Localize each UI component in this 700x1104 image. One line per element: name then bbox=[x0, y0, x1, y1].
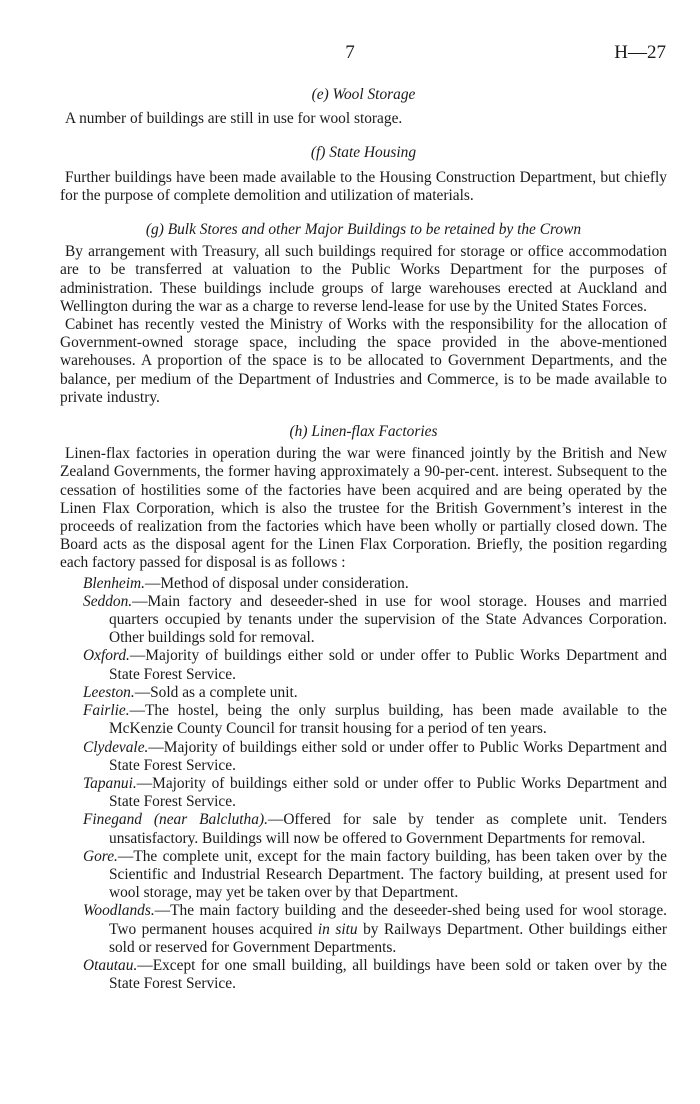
paragraph-state-housing: Further buildings have been made available to the Housing Construction Department, but chiefly for the purpose of complete demolition and utilization of materials. bbox=[60, 168, 667, 204]
document-body bbox=[60, 86, 667, 993]
factory-status-italic: in situ bbox=[317, 920, 358, 938]
paragraph-bulk-stores-2: Cabinet has recently vested the Ministry of Works with the responsibility for the allocation of Government-owned storage space, including the space provided in the above-mentioned warehouses. A proportion of the space is to be allocated to Government Departments, and the balance, per medium of the Department of Industries and Commerce, is to be made available to private industry. bbox=[60, 316, 667, 406]
factory-name: Leeston. bbox=[83, 683, 135, 701]
factory-item-finegand bbox=[60, 811, 667, 847]
heading-wool-storage: (e) Wool Storage bbox=[311, 86, 416, 103]
heading-bulk-stores: (g) Bulk Stores and other Major Buildings to be retained by the Crown bbox=[145, 221, 582, 239]
factory-status: —Majority of buildings either sold or under offer to Public Works Department and State Forest Service. bbox=[109, 738, 667, 774]
factory-name: Otautau. bbox=[83, 956, 138, 974]
factory-status: —Majority of buildings either sold or under offer to Public Works Department and State Forest Service. bbox=[109, 647, 667, 683]
factory-item-blenheim bbox=[60, 575, 667, 593]
factory-name: Blenheim. bbox=[83, 574, 145, 592]
heading-state-housing: (f) State Housing bbox=[310, 144, 417, 162]
factory-item-leeston bbox=[60, 684, 667, 702]
factory-item-otautau bbox=[60, 957, 667, 993]
factory-name: Fairlie. bbox=[83, 702, 130, 720]
factory-name: Oxford. bbox=[83, 647, 130, 665]
factory-name: Clydevale. bbox=[83, 738, 149, 756]
factory-status: —The complete unit, except for the main factory building, has been taken over by the Scientific and Industrial Research Department. The factory building, at present used for wool storage, may yet be taken over by that Department. bbox=[109, 847, 667, 902]
factory-status: —Except for one small building, all buildings have been sold or taken over by the State Forest Service. bbox=[109, 956, 667, 993]
factory-item-fairlie bbox=[60, 702, 667, 738]
factory-item-oxford bbox=[60, 647, 667, 683]
factory-name: Seddon. bbox=[83, 592, 133, 610]
document-reference: H—27 bbox=[614, 42, 666, 63]
factory-name: Finegand (near Balclutha). bbox=[83, 811, 268, 829]
paragraph-linen-flax-intro: Linen-flax factories in operation during the war were financed jointly by the British and New Zealand Governments, the former having approximately a 90-per-cent. interest. Subsequent to the cessation of hostilities some of the factories have been acquired and are being operated by the Linen Flax Corporation, which is also the trustee for the British Government’s interest in the proceeds of realization from the factories which have been wholly or partially closed down. The Board acts as the disposal agent for the Linen Flax Corporation. Briefly, the position regarding each factory passed for disposal is as follows : bbox=[60, 445, 667, 572]
factory-name: Woodlands. bbox=[83, 902, 155, 920]
factory-status: —Sold as a complete unit. bbox=[134, 683, 298, 701]
factory-item-tapanui bbox=[60, 775, 667, 811]
factory-status-part-1: —The main factory building and the deseeder-shed being used for wool storage. Two permanent houses acquired bbox=[109, 902, 667, 938]
factory-status-part-2: by Railways Department. Other buildings either sold or reserved for Government Departments. bbox=[109, 920, 668, 956]
factory-item-woodlands bbox=[60, 902, 667, 957]
factory-name: Tapanui. bbox=[83, 774, 137, 792]
factory-name: Gore. bbox=[83, 847, 118, 865]
heading-linen-flax: (h) Linen-flax Factories bbox=[289, 423, 438, 441]
factory-status: —Offered for sale by tender as complete unit. Tenders unsatisfactory. Buildings will now be offered to Government Departments for removal. bbox=[109, 811, 667, 847]
page-number: 7 bbox=[345, 42, 355, 63]
factory-item-clydevale bbox=[60, 739, 667, 775]
factory-status: —The hostel, being the only surplus building, has been made available to the McKenzie County Council for transit housing for a period of ten years. bbox=[109, 702, 667, 738]
factory-status: —Method of disposal under consideration. bbox=[144, 574, 409, 592]
paragraph-bulk-stores-1: By arrangement with Treasury, all such buildings required for storage or office accommodation are to be transferred at valuation to the Public Works Department for the purposes of administration. These buildings include groups of large warehouses erected at Auckland and Wellington during the war as a charge to reverse lend-lease for use by the United States Forces. bbox=[60, 243, 667, 315]
factory-status: —Majority of buildings either sold or under offer to Public Works Department and State Forest Service. bbox=[109, 774, 667, 811]
factory-item-seddon bbox=[60, 593, 667, 648]
factory-list bbox=[60, 575, 667, 994]
factory-status: —Main factory and deseeder-shed in use for wool storage. Houses and married quarters occupied by tenants under the supervision of the State Advances Corporation. Other buildings sold for removal. bbox=[109, 592, 667, 647]
paragraph-wool-storage: A number of buildings are still in use for wool storage. bbox=[65, 110, 403, 128]
factory-item-gore bbox=[60, 848, 667, 903]
